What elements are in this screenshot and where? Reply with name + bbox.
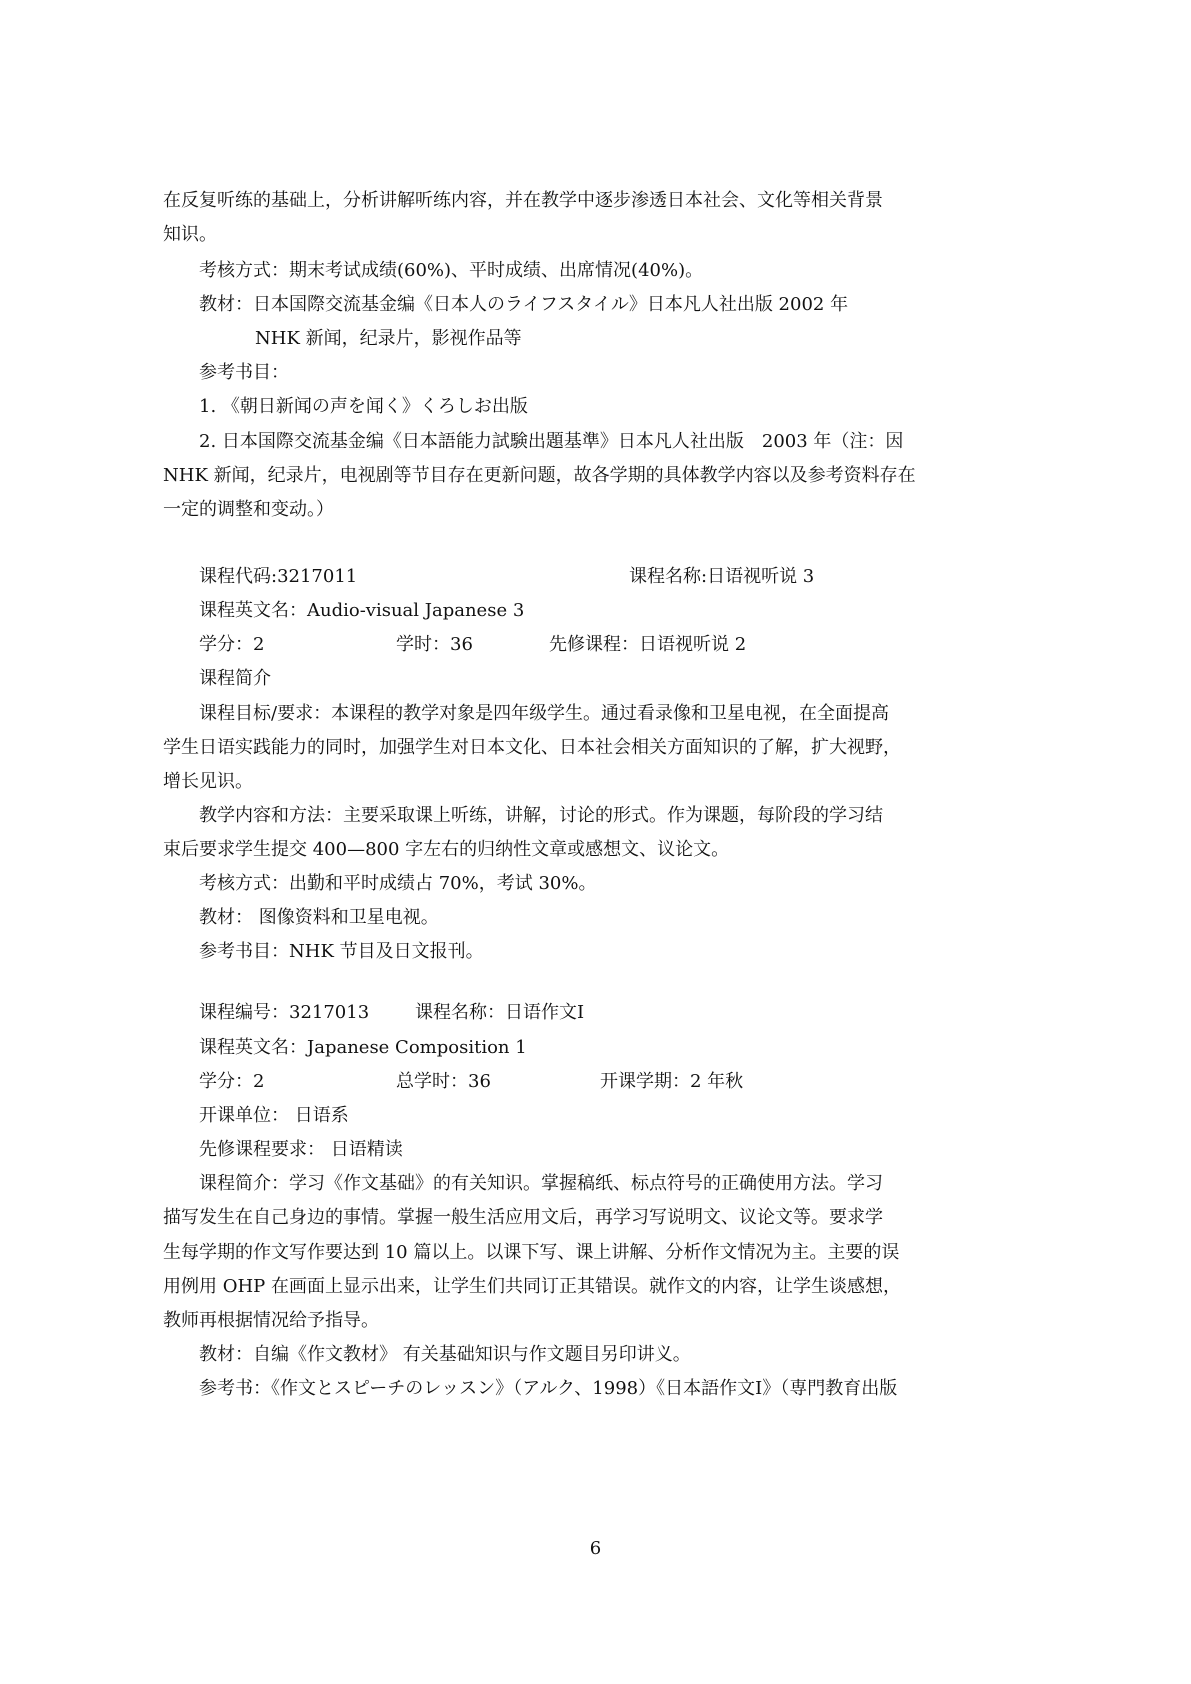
course-code: 课程代码:3217011: [199, 566, 358, 587]
course-english-name: 课程英文名：Audio-visual Japanese 3: [199, 600, 525, 621]
teaching-content-line-2: 知识。: [163, 224, 217, 245]
course-intro-line-4: 用例用 OHP 在画面上显示出来，让学生们共同订正其错误。就作文的内容，让学生谈感想，: [163, 1276, 902, 1297]
course-goal-line-3: 增长见识。: [163, 771, 253, 792]
reference-item-2-line-3: 一定的调整和变动。）: [163, 499, 334, 520]
course-intro-line-2: 描写发生在自己身边的事情。掌握一般生活应用文后，再学习写说明文、议论文等。要求学: [163, 1207, 883, 1228]
course-intro-label: 课程简介: [199, 668, 271, 689]
textbook-line-1: 教材：日本国際交流基金编《日本人のライフスタイル》日本凡人社出版 2002 年: [199, 294, 849, 315]
course-term: 开课学期：2 年秋: [600, 1071, 744, 1092]
course-prerequisite: 先修课程：日语视听说 2: [549, 634, 747, 655]
course-hours: 学时：36: [396, 634, 473, 655]
assessment-method: 考核方式：出勤和平时成绩占 70%，考试 30%。: [199, 873, 597, 894]
textbook: 教材： 图像资料和卫星电视。: [199, 907, 439, 928]
references-label: 参考书目：: [199, 362, 289, 383]
course-intro-line-5: 教师再根据情况给予指导。: [163, 1310, 379, 1331]
reference-item-1: 1. 《朝日新闻の声を闻く》くろしお出版: [199, 396, 528, 417]
textbook-line-2: NHK 新闻，纪录片，影视作品等: [255, 328, 522, 349]
course-english-name: 课程英文名：Japanese Composition 1: [199, 1037, 527, 1058]
page-number: 6: [589, 1538, 602, 1559]
course-prerequisite: 先修课程要求： 日语精读: [199, 1139, 403, 1160]
course-credits: 学分：2: [199, 634, 265, 655]
teaching-method-line-1: 教学内容和方法：主要采取课上听练，讲解，讨论的形式。作为课题，每阶段的学习结: [199, 805, 883, 826]
reference-item-2-line-1: 2. 日本国際交流基金编《日本語能力試験出題基準》日本凡人社出版 2003 年（注：因: [199, 431, 904, 452]
course-intro-line-3: 生每学期的作文写作要达到 10 篇以上。以课下写、课上讲解、分析作文情况为主。主要的误: [163, 1242, 900, 1263]
references: 参考书：《作文とスピーチのレッスン》（アルク、1998）《日本語作文Ⅰ》（専門教育出版: [199, 1378, 898, 1399]
teaching-content-line-1: 在反复听练的基础上，分析讲解听练内容，并在教学中逐步渗透日本社会、文化等相关背景: [163, 190, 883, 211]
course-department: 开课单位： 日语系: [199, 1105, 349, 1126]
course-credits: 学分：2: [199, 1071, 265, 1092]
course-intro-line-1: 课程简介：学习《作文基础》的有关知识。掌握稿纸、标点符号的正确使用方法。学习: [199, 1173, 883, 1194]
course-code: 课程编号：3217013: [199, 1002, 370, 1023]
textbook: 教材：自编《作文教材》 有关基础知识与作文题目另印讲义。: [199, 1344, 691, 1365]
references: 参考书目：NHK 节目及日文报刊。: [199, 941, 484, 962]
course-goal-line-2: 学生日语实践能力的同时，加强学生对日本文化、日本社会相关方面知识的了解，扩大视野，: [163, 737, 901, 758]
course-hours: 总学时：36: [396, 1071, 491, 1092]
course-name: 课程名称：日语作文Ⅰ: [415, 1002, 585, 1023]
course-name: 课程名称:日语视听说 3: [629, 566, 815, 587]
teaching-method-line-2: 束后要求学生提交 400—800 字左右的归纳性文章或感想文、议论文。: [163, 839, 730, 860]
assessment-method: 考核方式：期末考试成绩(60%)、平时成绩、出席情况(40%)。: [199, 260, 704, 281]
course-goal-line-1: 课程目标/要求：本课程的教学对象是四年级学生。通过看录像和卫星电视，在全面提高: [199, 703, 890, 724]
reference-item-2-line-2: NHK 新闻，纪录片，电视剧等节目存在更新问题，故各学期的具体教学内容以及参考资料存在: [163, 465, 916, 486]
